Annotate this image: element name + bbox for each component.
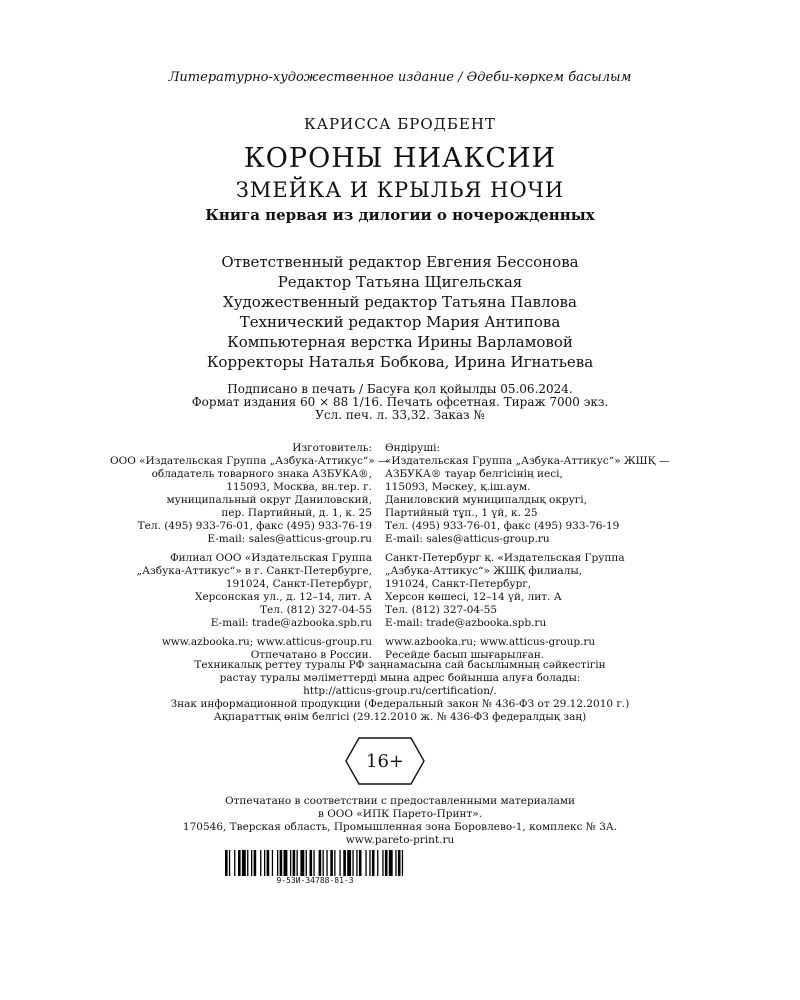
barcode-bar bbox=[323, 850, 324, 876]
barcode-bar bbox=[313, 850, 314, 876]
imprint-column-ru bbox=[110, 442, 389, 668]
imprint-line: Тел. (495) 933-76-01, факс (495) 933-76-19 bbox=[137, 520, 372, 532]
barcode-bar bbox=[369, 850, 370, 876]
barcode-bar bbox=[247, 850, 248, 876]
print-details bbox=[0, 383, 800, 422]
credit-line: Корректоры Наталья Бобкова, Ирина Игнатьева bbox=[206, 353, 594, 371]
printer-line: в ООО «ИПК Парето-Принт». bbox=[317, 808, 483, 820]
credit-line: Технический редактор Мария Антипова bbox=[239, 313, 561, 331]
imprint-line: 115093, Мәскеу, қ.іш.аум. bbox=[385, 481, 531, 493]
imprint-line: E-mail: trade@azbooka.spb.ru bbox=[385, 617, 547, 629]
barcode-bar bbox=[234, 850, 235, 876]
barcode-bar bbox=[293, 850, 296, 876]
barcode-bar bbox=[272, 850, 273, 876]
printer-info bbox=[0, 795, 800, 847]
imprint-line: 191024, Санкт-Петербург, bbox=[225, 578, 372, 590]
cert-line: http://atticus-group.ru/certification/. bbox=[303, 685, 497, 697]
print-signed-line: Подписано в печать / Басуға қол қойылды 05.06.2024. bbox=[227, 382, 573, 396]
barcode-bar bbox=[238, 850, 241, 876]
imprint-line: www.azbooka.ru; www.atticus-group.ru bbox=[385, 636, 596, 648]
imprint-line: Партийный тұп., 1 үй, к. 25 bbox=[385, 507, 538, 519]
imprint-line: „Азбука-Аттикус“» ЖШҚ филиалы, bbox=[385, 565, 583, 577]
credit-line: Художественный редактор Татьяна Павлова bbox=[223, 293, 577, 311]
cert-line: растау туралы мәліметтерді мына адрес бойынша алуға болады: bbox=[219, 672, 581, 684]
printer-line: Отпечатано в соответствии с предоставленными материалами bbox=[224, 795, 576, 807]
printer-line: www.pareto-print.ru bbox=[345, 834, 455, 846]
imprint-column-kz bbox=[385, 442, 690, 668]
imprint-line: Ресейде басып шығарылған. bbox=[385, 649, 545, 661]
credit-line: Редактор Татьяна Щигельская bbox=[277, 273, 523, 291]
barcode-bar bbox=[359, 850, 362, 876]
manufacturer-block-ru bbox=[110, 442, 389, 546]
cert-line: Техникалық реттеу туралы РФ заңнамасына сай басылымның сәйкестігін bbox=[194, 659, 606, 671]
print-order-line: Усл. печ. л. 33,32. Заказ № bbox=[315, 408, 485, 422]
barcode-bar bbox=[277, 850, 278, 876]
barcode-bar bbox=[330, 850, 333, 876]
age-rating-text: 16+ bbox=[366, 751, 404, 772]
credit-line: Компьютерная верстка Ирины Варламовой bbox=[227, 333, 573, 351]
credit-line: Ответственный редактор Евгения Бессонова bbox=[221, 253, 579, 271]
barcode-bar bbox=[395, 850, 396, 876]
imprint-line: Херсонская ул., д. 12–14, лит. А bbox=[194, 591, 372, 603]
barcode-bar bbox=[300, 850, 304, 876]
editorial-credits bbox=[0, 252, 800, 372]
imprint-line: Изготовитель: bbox=[292, 442, 372, 454]
book-tagline: Книга первая из дилогии о ночерожденных bbox=[205, 206, 595, 224]
imprint-line: E-mail: sales@atticus-group.ru bbox=[385, 533, 550, 545]
age-rating-badge bbox=[345, 737, 425, 785]
barcode-bar bbox=[398, 850, 401, 876]
print-format-line: Формат издания 60 × 88 1/16. Печать офсетная. Тираж 7000 экз. bbox=[191, 395, 609, 409]
imprint-line: 191024, Санкт-Петербург, bbox=[385, 578, 532, 590]
imprint-line: Өндіруші: bbox=[385, 442, 440, 454]
barcode-bar bbox=[267, 850, 270, 876]
imprint-line: Даниловский муниципалдық округі, bbox=[385, 494, 587, 506]
imprint-line: пер. Партийный, д. 1, к. 25 bbox=[221, 507, 372, 519]
barcode-bar bbox=[339, 850, 340, 876]
imprint-line: «Издательская Группа „Азбука-Аттикус“» ЖШҚ — bbox=[385, 455, 670, 467]
barcode-bar bbox=[356, 850, 357, 876]
branch-block-kz bbox=[385, 552, 690, 630]
book-title: КОРОНЫ НИАКСИИ bbox=[243, 143, 557, 174]
barcode bbox=[225, 850, 405, 876]
barcode-bar bbox=[264, 850, 265, 876]
barcode-bar bbox=[352, 850, 353, 876]
barcode-bar bbox=[260, 850, 261, 876]
imprint-line: ООО «Издательская Группа „Азбука-Аттикус“» — bbox=[110, 455, 389, 467]
barcode-bar bbox=[225, 850, 228, 876]
edition-header: Литературно-художественное издание / Әдеби-көркем басылым bbox=[168, 70, 632, 85]
imprint-line: www.azbooka.ru; www.atticus-group.ru bbox=[161, 636, 372, 648]
barcode-bar bbox=[251, 850, 252, 876]
barcode-number: 9-53И-34788-81-3 bbox=[276, 876, 354, 885]
barcode-bar bbox=[319, 850, 322, 876]
barcode-bar bbox=[310, 850, 313, 876]
barcode-bar bbox=[343, 850, 346, 876]
cert-line: Знак информационной продукции (Федеральный закон № 436-ФЗ от 29.12.2010 г.) bbox=[170, 698, 630, 710]
cert-line: Ақпараттық өнім белгісі (29.12.2010 ж. № 436-ФЗ федералдық заң) bbox=[213, 711, 587, 723]
manufacturer-block-kz bbox=[385, 442, 690, 546]
imprint-line: муниципальный округ Даниловский, bbox=[166, 494, 372, 506]
imprint-line: 115093, Москва, вн.тер. г. bbox=[226, 481, 372, 493]
barcode-bar bbox=[290, 850, 291, 876]
barcode-bar bbox=[254, 850, 257, 876]
imprint-line: Тел. (495) 933-76-01, факс (495) 933-76-19 bbox=[385, 520, 620, 532]
printer-line: 170546, Тверская область, Промышленная зона Боровлево-1, комплекс № 3А. bbox=[182, 821, 618, 833]
imprint-line: Отпечатано в России. bbox=[250, 649, 372, 661]
barcode-bar bbox=[297, 850, 298, 876]
imprint-line: Херсон көшесі, 12–14 үй, лит. А bbox=[385, 591, 562, 603]
barcode-bar bbox=[306, 850, 307, 876]
barcode-bar bbox=[402, 850, 403, 876]
author-name: КАРИССА БРОДБЕНТ bbox=[304, 115, 496, 133]
barcode-bar bbox=[326, 850, 327, 876]
barcode-bar bbox=[347, 850, 351, 876]
imprint-line: Санкт-Петербург қ. «Издательская Группа bbox=[385, 552, 625, 564]
barcode-bar bbox=[229, 850, 230, 876]
imprint-line: Филиал ООО «Издательская Группа bbox=[169, 552, 372, 564]
imprint-line: Тел. (812) 327-04-55 bbox=[385, 604, 497, 616]
barcode-bar bbox=[284, 850, 288, 876]
certification-info bbox=[0, 659, 800, 724]
barcode-bar bbox=[365, 850, 366, 876]
book-subtitle: ЗМЕЙКА И КРЫЛЬЯ НОЧИ bbox=[235, 178, 565, 202]
barcode-bar bbox=[334, 850, 335, 876]
barcode-bar bbox=[280, 850, 283, 876]
barcode-bar bbox=[242, 850, 246, 876]
barcode-bar bbox=[382, 850, 383, 876]
imprint-line: АЗБУКА® тауар белгісінің иесі, bbox=[385, 468, 563, 480]
barcode-bar bbox=[385, 850, 388, 876]
branch-block-ru bbox=[110, 552, 372, 630]
imprint-line: E-mail: sales@atticus-group.ru bbox=[207, 533, 372, 545]
barcode-bar bbox=[372, 850, 375, 876]
imprint-line: Тел. (812) 327-04-55 bbox=[260, 604, 372, 616]
imprint-line: „Азбука-Аттикус“» в г. Санкт-Петербурге, bbox=[136, 565, 372, 577]
imprint-line: E-mail: trade@azbooka.spb.ru bbox=[210, 617, 372, 629]
barcode-bar bbox=[377, 850, 378, 876]
barcode-bar bbox=[389, 850, 393, 876]
imprint-line: обладатель товарного знака АЗБУКА®, bbox=[151, 468, 372, 480]
